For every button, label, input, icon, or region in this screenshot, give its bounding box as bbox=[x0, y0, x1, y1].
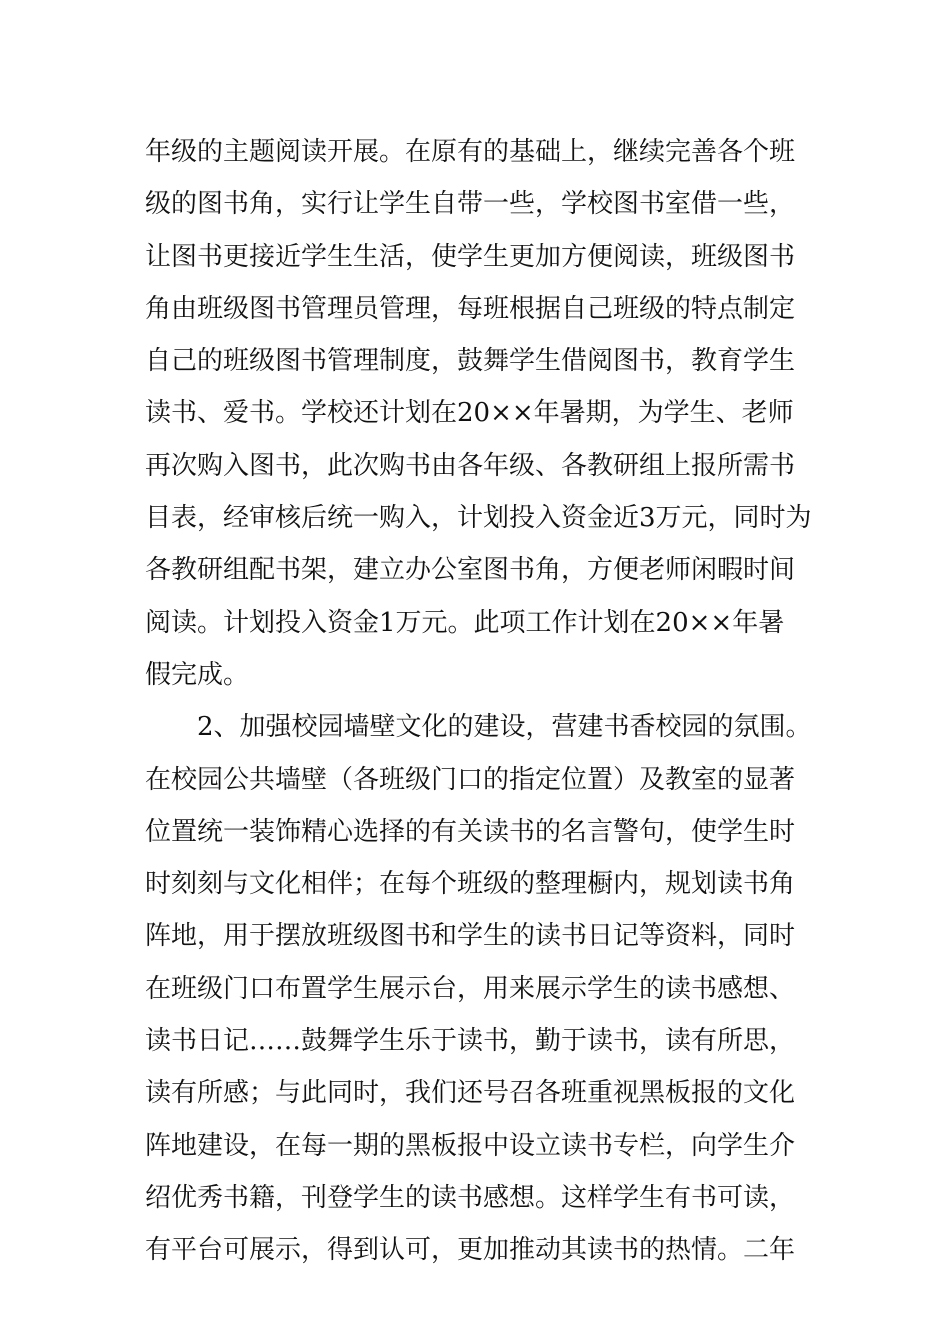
body-text bbox=[145, 126, 815, 1277]
text-line: 时刻刻与文化相伴；在每个班级的整理橱内，规划读书角 bbox=[145, 869, 796, 900]
text-line: 阵地建设，在每一期的黑板报中设立读书专栏，向学生介 bbox=[145, 1130, 796, 1161]
text-line: 在校园公共墙壁（各班级门口的指定位置）及教室的显著 bbox=[145, 764, 796, 795]
text-line: 各教研组配书架，建立办公室图书角，方便老师闲暇时间 bbox=[145, 555, 796, 586]
text-line: 阅读。计划投入资金1万元。此项工作计划在20××年暑 bbox=[145, 607, 785, 638]
text-line: 读书、爱书。学校还计划在20××年暑期，为学生、老师 bbox=[145, 398, 794, 429]
text-line: 再次购入图书，此次购书由各年级、各教研组上报所需书 bbox=[145, 450, 796, 481]
text-line: 让图书更接近学生生活，使学生更加方便阅读，班级图书 bbox=[145, 241, 796, 272]
text-line: 自己的班级图书管理制度，鼓舞学生借阅图书，教育学生 bbox=[145, 346, 796, 377]
text-line: 级的图书角，实行让学生自带一些，学校图书室借一些， bbox=[145, 189, 796, 220]
text-line: 年级的主题阅读开展。在原有的基础上，继续完善各个班 bbox=[145, 137, 796, 167]
text-line: 有平台可展示，得到认可，更加推动其读书的热情。二年 bbox=[145, 1235, 796, 1266]
text-line: 角由班级图书管理员管理，每班根据自己班级的特点制定 bbox=[145, 293, 796, 324]
text-line: 在班级门口布置学生展示台，用来展示学生的读书感想、 bbox=[145, 973, 796, 1004]
text-line: 读有所感；与此同时，我们还号召各班重视黑板报的文化 bbox=[145, 1078, 796, 1109]
text-line: 读书日记……鼓舞学生乐于读书，勤于读书，读有所思， bbox=[145, 1026, 796, 1057]
text-line: 目表，经审核后统一购入，计划投入资金近3万元，同时为 bbox=[145, 503, 812, 534]
text-line: 绍优秀书籍，刊登学生的读书感想。这样学生有书可读， bbox=[145, 1182, 796, 1213]
text-line: 位置统一装饰精心选择的有关读书的名言警句，使学生时 bbox=[145, 816, 796, 847]
text-line: 假完成。 bbox=[145, 659, 250, 690]
text-line: 阵地，用于摆放班级图书和学生的读书日记等资料，同时 bbox=[145, 921, 796, 952]
text-line: 2、加强校园墙壁文化的建设，营建书香校园的氛围。 bbox=[197, 712, 812, 743]
